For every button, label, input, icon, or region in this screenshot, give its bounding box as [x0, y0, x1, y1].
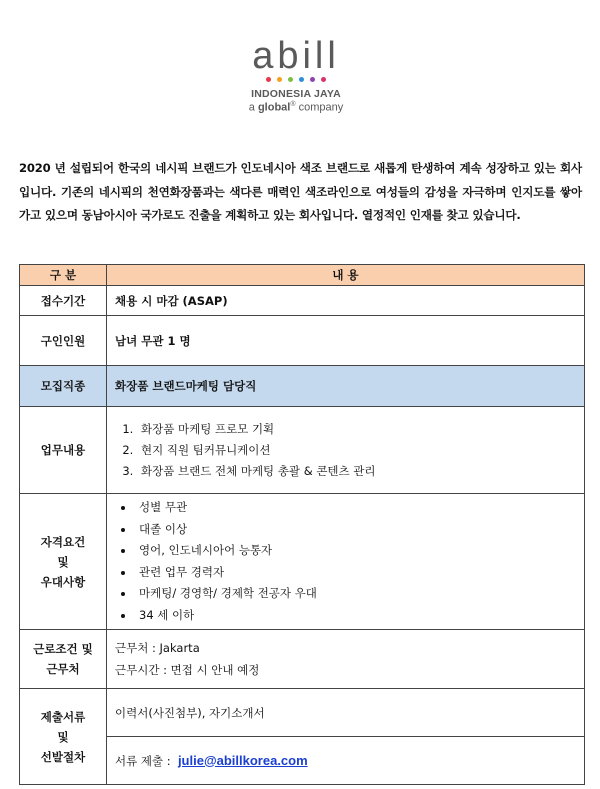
label-line: 제출서류: [40, 709, 86, 724]
work-hours: 근무시간 : 면접 시 안내 예정: [115, 663, 260, 677]
label-line: 및: [57, 554, 69, 569]
table-row: [20, 494, 585, 630]
tagline-brand: global: [257, 101, 291, 114]
table-row: [20, 316, 585, 366]
list-item: • 영어, 인도네시아어 능통자: [135, 540, 584, 562]
table-row: [20, 630, 585, 689]
required-documents: 이력서(사진첨부), 자기소개서: [107, 689, 585, 737]
row-value: 채용 시 마감 (ASAP): [107, 286, 585, 316]
list-item: • 대졸 이상: [135, 519, 584, 541]
row-label: [20, 494, 107, 630]
qualifications-list: [107, 497, 584, 626]
submit-label: 서류 제출 :: [115, 753, 171, 768]
email-link[interactable]: julie@abillkorea.com: [177, 752, 308, 768]
job-posting-table: [19, 264, 585, 785]
logo-dot: [321, 77, 326, 82]
label-line: 선발절차: [40, 749, 86, 764]
logo-subtitle: INDONESIA JAYA: [251, 88, 341, 100]
company-intro: 2020 년 설립되어 한국의 네시픽 브랜드가 인도네시아 색조 브랜드로 새롭게 탄생하여 계속 성장하고 있는 회사입니다. 기존의 네시픽의 천연화장품과는 색다른 매력인 색조라인으로 여성들의 감성을 자극하며 인지도를 쌓아가고 있으며 동남아시아 국가로도 진출을 계획하고 있는 회사입니다. 열정적인 인재를 찾고 있습니다.: [19, 161, 582, 222]
row-label: 업무내용: [20, 407, 107, 494]
list-item: 2. 현지 직원 팀커뮤니케이션: [137, 440, 584, 461]
list-item: 3. 화장품 브랜드 전체 마케팅 총괄 & 콘텐츠 관리: [137, 461, 584, 482]
logo-dot: [266, 77, 271, 82]
logo-wordmark: abill: [252, 35, 340, 77]
row-value: 남녀 무관 1 명: [107, 316, 585, 366]
header-value: 내 용: [107, 265, 585, 286]
row-value: [107, 630, 585, 689]
header-label: 구 분: [20, 265, 107, 286]
tagline-suffix: company: [295, 101, 344, 114]
table-row: [20, 407, 585, 494]
logo-tagline: [236, 101, 356, 114]
list-item: • 성별 무관: [135, 497, 584, 519]
label-line: 및: [57, 729, 69, 744]
list-item: • 관련 업무 경력자: [135, 562, 584, 584]
row-label: [20, 630, 107, 689]
table-row: [20, 689, 585, 737]
row-label: 모집직종: [20, 366, 107, 407]
logo-dot: [299, 77, 304, 82]
duties-list: [107, 419, 584, 482]
work-location: 근무처 : Jakarta: [115, 641, 200, 655]
submission-row: [107, 737, 585, 785]
row-value: 화장품 브랜드마케팅 담당직: [107, 366, 585, 407]
tagline-prefix: a: [248, 101, 258, 114]
label-line: 우대사항: [40, 574, 86, 589]
label-line: 근무처: [46, 662, 80, 676]
list-item: 1. 화장품 마케팅 프로모 기획: [137, 419, 584, 440]
row-label: 구인인원: [20, 316, 107, 366]
logo-dot: [288, 77, 293, 82]
tagline-mark: ®: [290, 101, 296, 108]
logo-dot: [310, 77, 315, 82]
table-row: [20, 286, 585, 316]
list-item: • 34 세 이하: [135, 605, 584, 627]
row-label: [20, 689, 107, 785]
label-line: 자격요건: [40, 534, 86, 549]
table-row: [20, 366, 585, 407]
table-header-row: [20, 265, 585, 286]
label-line: 근로조건 및: [33, 642, 93, 656]
logo-dots: [236, 77, 356, 82]
row-label: 접수기간: [20, 286, 107, 316]
row-value: [107, 407, 585, 494]
company-logo: [236, 36, 356, 126]
row-value: [107, 494, 585, 630]
list-item: • 마케팅/ 경영학/ 경제학 전공자 우대: [135, 583, 584, 605]
logo-dot: [277, 77, 282, 82]
